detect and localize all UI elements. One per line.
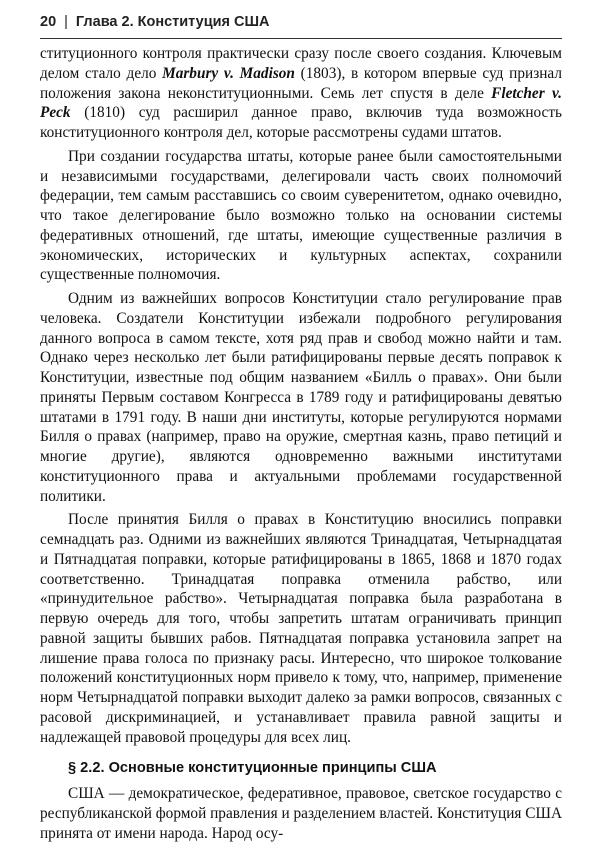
paragraph-4 <box>40 510 562 747</box>
text-segment: (1810) суд расширил данное право, включив туда возможность конституционного контроля дел, которые рассмотрены судами штатов. <box>40 104 562 141</box>
paragraph-3 <box>40 289 562 506</box>
text-segment: После принятия Билля о правах в Конституцию вносились поправки семнадцать раз. Одними из важнейших являются Тринадцатая, Четырнадцатая и Пятнадцатая поправки, которые ратифицированы в 1865, 1868 и 1870 годах соответственно. Тринадцатая поправка отменила рабство, или «принудительное рабство». Четырнадцатая поправка была разработана в первую очередь для того, чтобы запретить штатам ограничивать принцип равной защиты бывших рабов. Пятнадцатая поправка установила запрет на лишение права голоса по признаку расы. Интересно, что широкое толкование положений конституционных норм привело к тому, что, например, применение норм Четырнадцатой поправки выходит далеко за рамки вопросов, связанных с расовой дискриминацией, и устанавливает правила равной защиты и надлежащей правовой процедуры для всех лиц. <box>40 511 562 746</box>
paragraph-2 <box>40 147 562 285</box>
paragraph-5 <box>40 784 562 843</box>
paragraph-1 <box>40 44 562 143</box>
text-segment: (1803), в котором впервые суд признал положения закона неконституционными. Семь лет спустя в деле <box>40 64 562 102</box>
running-head <box>40 14 562 36</box>
header-separator: | <box>64 14 68 30</box>
page-number: 20 <box>40 14 57 30</box>
text-segment: Одним из важнейших вопросов Конституции стало регулирование прав человека. Создатели Конституции избежали подробного регулирования данного вопроса в самом тексте, хотя ряд прав и свобод можно найти и там. Однако через несколько лет были ратифицированы первые десять поправок к Конституции, известные под общим названием «Билль о правах». Они были приняты Первым составом Конгресса в 1789 году и ратифицированы девятью штатами в 1791 году. В наши дни институты, которые регулируются нормами Билля о правах (например, право на оружие, смертная казнь, право петиций и многие другие), являются одновременно важными институтами конституционного права и актуальными проблемами государственной политики. <box>40 290 562 505</box>
header-rule <box>40 38 562 39</box>
chapter-title: Глава 2. Конституция США <box>75 14 270 30</box>
text-segment: ституционного контроля практически сразу после своего создания. Ключевым делом стало дело <box>40 45 562 82</box>
case-name: Marbury v. Madison <box>162 64 295 82</box>
text-segment: При создании государства штаты, которые ранее были самостоятельными и независимыми государствами, делегировали часть своих полномочий федерации, тем самым расставшись со своим суверенитетом, однако очевидно, что такое делегирование было возможно только на основании системы федеративных отношений, где штаты, имеющие существенные различия в экономических, исторических и культурных аспектах, сохранили существенные полномочия. <box>40 147 562 284</box>
case-name: Fletcher v. Peck <box>40 84 562 122</box>
text-segment: США — демократическое, федеративное, правовое, светское государство с республиканской формой правления и разделением властей. Конституция США принята от имени народа. Народ осу- <box>40 785 562 842</box>
section-heading: § 2.2. Основные конституционные принципы США <box>68 760 437 777</box>
